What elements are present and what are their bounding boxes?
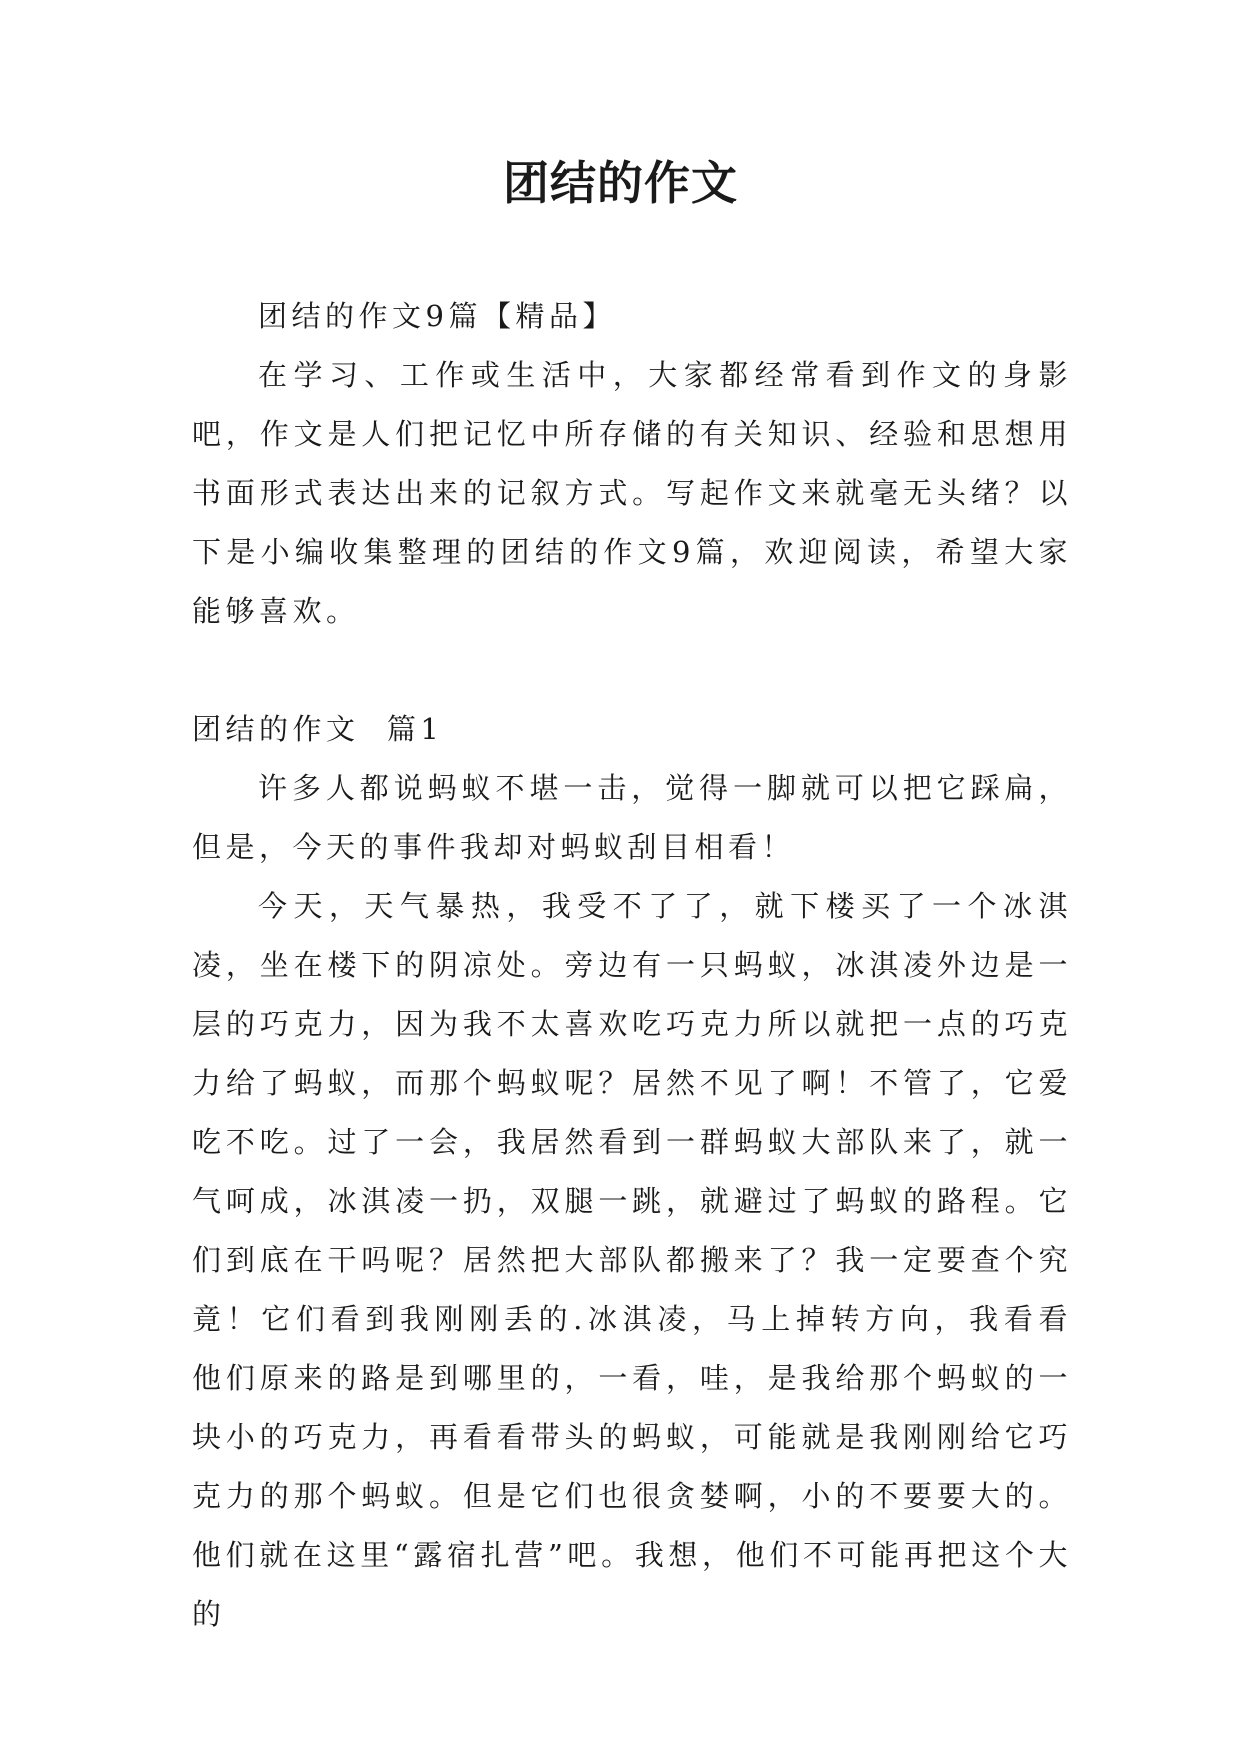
body-paragraph: 今天，天气暴热，我受不了了，就下楼买了一个冰淇凌，坐在楼下的阴凉处。旁边有一只蚂蚁，冰淇凌外边是一层的巧克力，因为我不太喜欢吃巧克力所以就把一点的巧克力给了蚂蚁，而那个蚂蚁呢？居然不见了啊！不管了，它爱吃不吃。过了一会，我居然看到一群蚂蚁大部队来了，就一气呵成，冰淇凌一扔，双腿一跳，就避过了蚂蚁的路程。它们到底在干吗呢？居然把大部队都搬来了？我一定要查个究竟！它们看到我刚刚丢的.冰淇凌，马上掉转方向，我看看他们原来的路是到哪里的，一看，哇，是我给那个蚂蚁的一块小的巧克力，再看看带头的蚂蚁，可能就是我刚刚给它巧克力的那个蚂蚁。但是它们也很贪婪啊，小的不要要大的。他们就在这里“露宿扎营”吧。我想，他们不可能再把这个大的: [192, 889, 1072, 1631]
paragraph-gap: [192, 641, 1072, 700]
document-body: [192, 287, 1072, 1644]
section-heading: 团结的作文 篇1: [192, 712, 444, 746]
intro-paragraph: 在学习、工作或生活中，大家都经常看到作文的身影吧，作文是人们把记忆中所存储的有关知识、经验和思想用书面形式表达出来的记叙方式。写起作文来就毫无头绪？以下是小编收集整理的团结的作文9篇，欢迎阅读，希望大家能够喜欢。: [192, 358, 1072, 628]
document-subtitle: 团结的作文9篇【精品】: [258, 299, 616, 333]
body-paragraph: 许多人都说蚂蚁不堪一击，觉得一脚就可以把它踩扁，但是，今天的事件我却对蚂蚁刮目相看！: [192, 771, 1072, 864]
document-title: 团结的作文: [503, 156, 738, 210]
